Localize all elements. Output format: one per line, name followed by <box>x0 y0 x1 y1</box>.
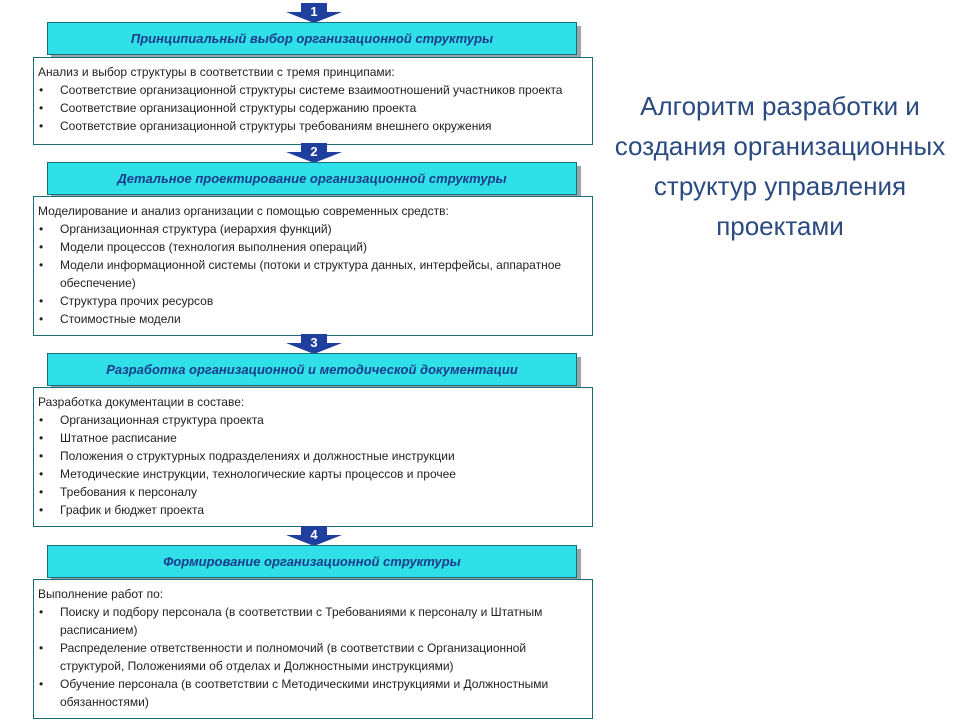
step-1-list <box>38 81 584 135</box>
step-4-intro: Выполнение работ по: <box>38 587 164 601</box>
list-item: • Организационная структура проекта <box>38 411 584 429</box>
list-item: • Распределение ответственности и полномочий (в соответствии с Организационной структурой, Положениями об отделах и Должностными инструкциями) <box>38 639 584 675</box>
list-item: • Требования к персоналу <box>38 483 584 501</box>
step-3-header <box>47 353 577 386</box>
step-2-header-label: Детальное проектирование организационной структуры <box>117 171 507 186</box>
step-3-list <box>38 411 584 519</box>
list-item: • Модели процессов (технология выполнения операций) <box>38 238 584 256</box>
step-4-header-label: Формирование организационной структуры <box>163 554 461 569</box>
list-item: • Соответствие организационной структуры системе взаимоотношений участников проекта <box>38 81 584 99</box>
step-1-body <box>33 57 593 145</box>
step-1-header <box>47 22 577 55</box>
step-1-header-label: Принципиальный выбор организационной структуры <box>130 31 494 46</box>
step-4-number: 4 <box>310 527 318 542</box>
step-4-body <box>33 579 593 719</box>
step-2-arrow-icon <box>286 143 342 163</box>
step-3-arrow-icon <box>286 334 342 354</box>
step-4-list <box>38 603 584 711</box>
step-2-number: 2 <box>310 144 318 159</box>
step-3-number: 3 <box>310 335 318 350</box>
list-item: • Соответствие организационной структуры требованиям внешнего окружения <box>38 117 584 135</box>
list-item: • График и бюджет проекта <box>38 501 584 519</box>
list-item: • Методические инструкции, технологические карты процессов и прочее <box>38 465 584 483</box>
step-1-arrow-icon <box>286 3 342 23</box>
step-3-header-label: Разработка организационной и методической документации <box>106 362 518 377</box>
list-item: • Структура прочих ресурсов <box>38 292 584 310</box>
step-3-body <box>33 387 593 527</box>
list-item: • Штатное расписание <box>38 429 584 447</box>
step-4-arrow-icon <box>286 526 342 546</box>
step-2-intro: Моделирование и анализ организации с помощью современных средств: <box>38 204 449 218</box>
step-2-body <box>33 196 593 336</box>
list-item: • Модели информационной системы (потоки и структура данных, интерфейсы, аппаратное обеспечение) <box>38 256 584 292</box>
step-2-list <box>38 220 584 328</box>
list-item: • Обучение персонала (в соответствии с Методическими инструкциями и Должностными обязанностями) <box>38 675 584 711</box>
list-item: • Положения о структурных подразделениях и должностные инструкции <box>38 447 584 465</box>
list-item: • Стоимостные модели <box>38 310 584 328</box>
step-1-number: 1 <box>310 4 318 19</box>
slide-title: Алгоритм разработки и создания организационных структур управления проектами <box>614 91 946 241</box>
step-3-intro: Разработка документации в составе: <box>38 395 245 409</box>
step-1-intro: Анализ и выбор структуры в соответствии с тремя принципами: <box>38 65 395 79</box>
list-item: • Организационная структура (иерархия функций) <box>38 220 584 238</box>
list-item: • Поиску и подбору персонала (в соответствии с Требованиями к персоналу и Штатным расписанием) <box>38 603 584 639</box>
step-4-header <box>47 545 577 578</box>
list-item: • Соответствие организационной структуры содержанию проекта <box>38 99 584 117</box>
step-2-header <box>47 162 577 195</box>
